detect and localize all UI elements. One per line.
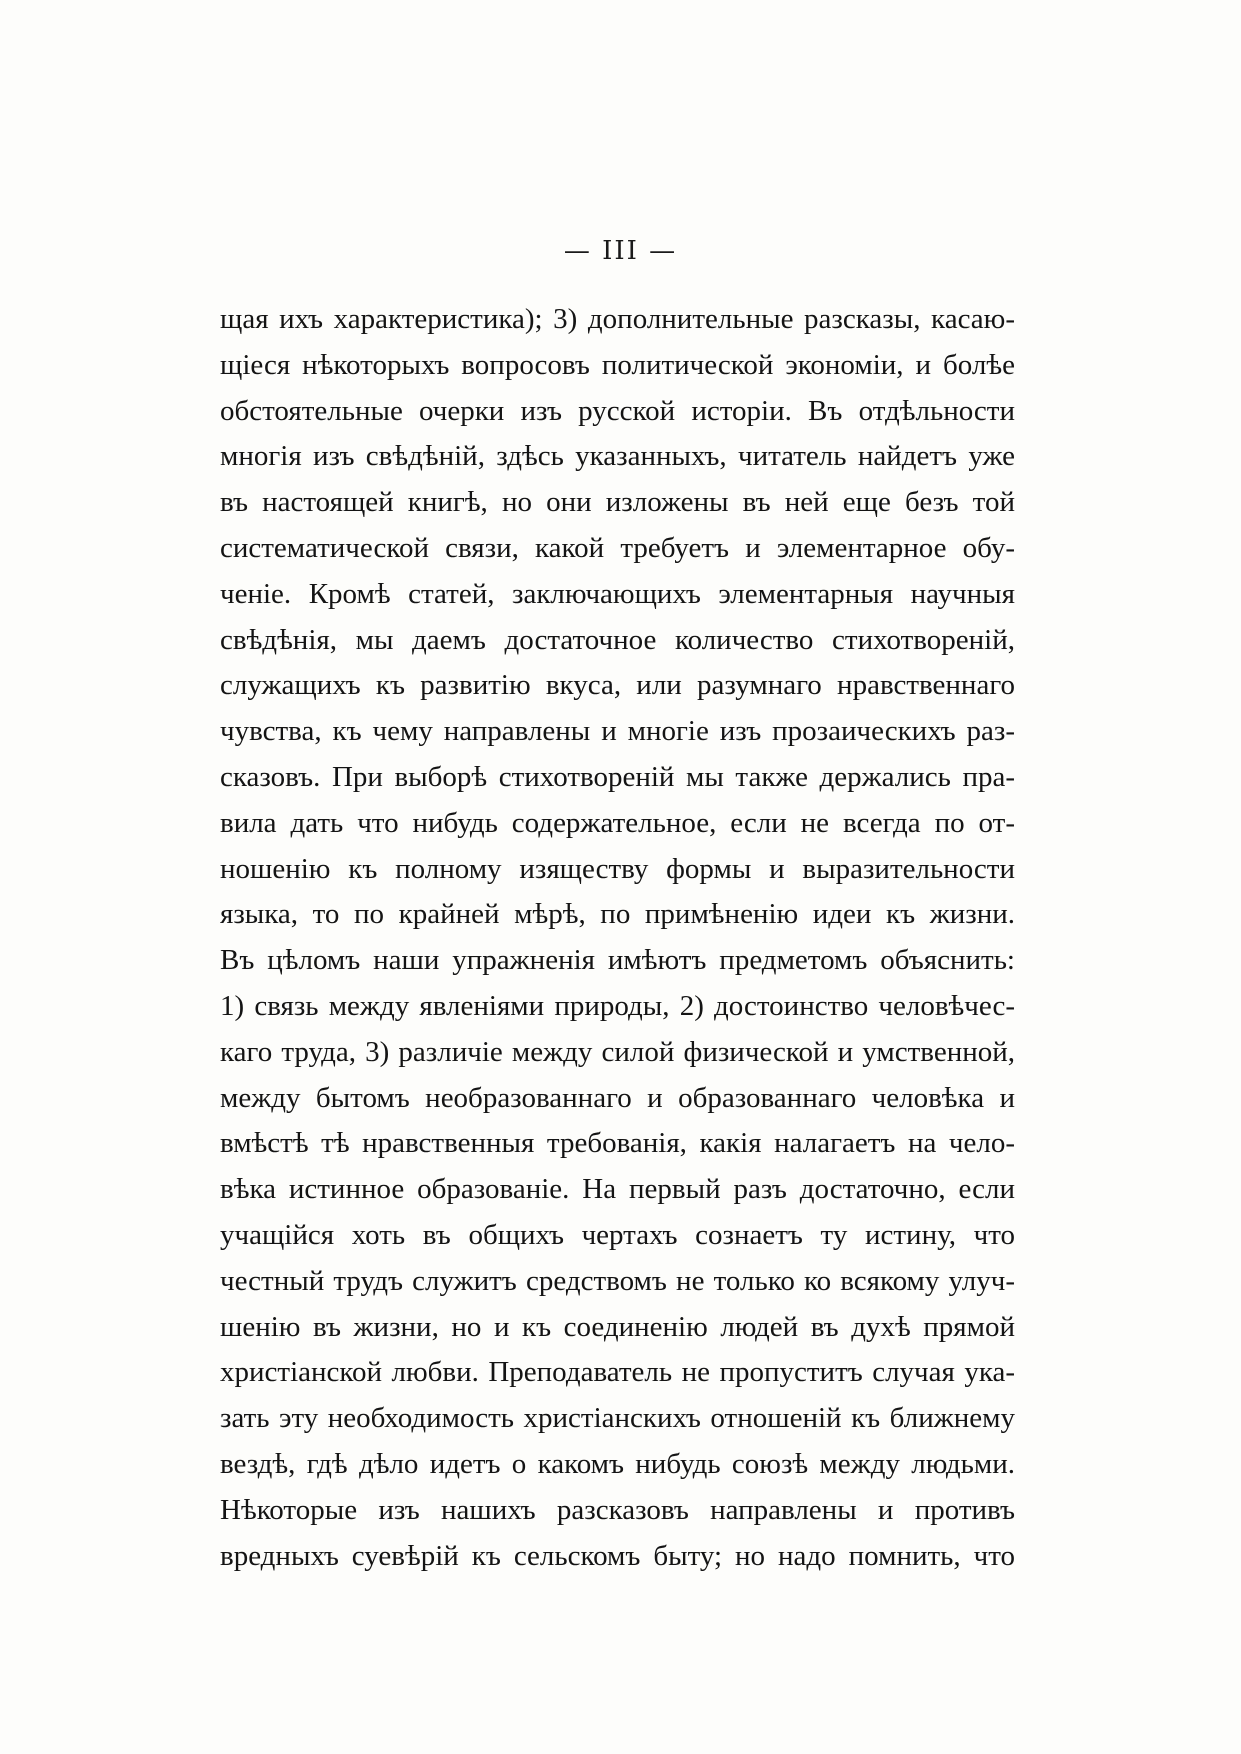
text-line: вредныхъ суевѣрій къ сельскомъ быту; но надо помнить, что	[220, 1539, 1015, 1572]
text-line: служащихъ къ развитію вкуса, или разумнаго нравственнаго	[220, 669, 1015, 702]
text-line: щая ихъ характеристика); 3) дополнительные разсказы, касаю-	[220, 303, 1015, 335]
text-line: честный трудъ служитъ средствомъ не только ко всякому улуч-	[220, 1264, 1015, 1297]
body-text	[220, 297, 1015, 1579]
text-line: каго труда, 3) различіе между силой физической и умственной,	[220, 1035, 1015, 1068]
text-line: 1) связь между явленіями природы, 2) достоинство человѣчес-	[220, 989, 1015, 1022]
text-line: христіанской любви. Преподаватель не пропуститъ случая ука-	[220, 1356, 1015, 1389]
text-line: вездѣ, гдѣ дѣло идетъ о какомъ нибудь союзѣ между людьми.	[220, 1447, 1015, 1480]
text-line: Нѣкоторые изъ нашихъ разсказовъ направлены и противъ	[220, 1493, 1015, 1526]
text-line: вмѣстѣ тѣ нравственныя требованія, какія налагаетъ на чело-	[220, 1127, 1015, 1160]
text-line: вѣка истинное образованіе. На первый разъ достаточно, если	[220, 1173, 1015, 1206]
text-line: въ настоящей книгѣ, но они изложены въ ней еще безъ той	[220, 486, 1015, 519]
text-line: обстоятельные очерки изъ русской исторіи. Въ отдѣльности	[220, 394, 1015, 427]
text-line: вила дать что нибудь содержательное, если не всегда по от-	[220, 806, 1015, 839]
text-line: чувства, къ чему направлены и многіе изъ прозаическихъ раз-	[220, 715, 1015, 748]
text-line: учащійся хоть въ общихъ чертахъ сознаетъ ту истину, что	[220, 1218, 1015, 1251]
text-line: ченіе. Кромѣ статей, заключающихъ элементарныя научныя	[220, 577, 1015, 610]
text-line: свѣдѣнія, мы даемъ достаточное количество стихотвореній,	[220, 623, 1015, 656]
page-number-header: — III —	[563, 236, 678, 266]
text-line: сказовъ. При выборѣ стихотвореній мы также держались пра-	[220, 760, 1015, 793]
text-line: между бытомъ необразованнаго и образованнаго человѣка и	[220, 1081, 1015, 1114]
text-line: щіеся нѣкоторыхъ вопросовъ политической экономіи, и болѣе	[220, 348, 1015, 381]
text-line: многія изъ свѣдѣній, здѣсь указанныхъ, читатель найдетъ уже	[220, 440, 1015, 473]
text-line: ношенію къ полному изяществу формы и выразительности	[220, 852, 1015, 885]
text-line: систематической связи, какой требуетъ и элементарное обу-	[220, 531, 1015, 564]
text-line: языка, то по крайней мѣрѣ, по примѣненію идеи къ жизни.	[220, 898, 1015, 931]
text-line: шенію въ жизни, но и къ соединенію людей въ духѣ прямой	[220, 1310, 1015, 1343]
text-line: зать эту необходимость христіанскихъ отношеній къ ближнему	[220, 1402, 1015, 1435]
text-line: Въ цѣломъ наши упражненія имѣютъ предметомъ объяснить:	[220, 944, 1015, 977]
